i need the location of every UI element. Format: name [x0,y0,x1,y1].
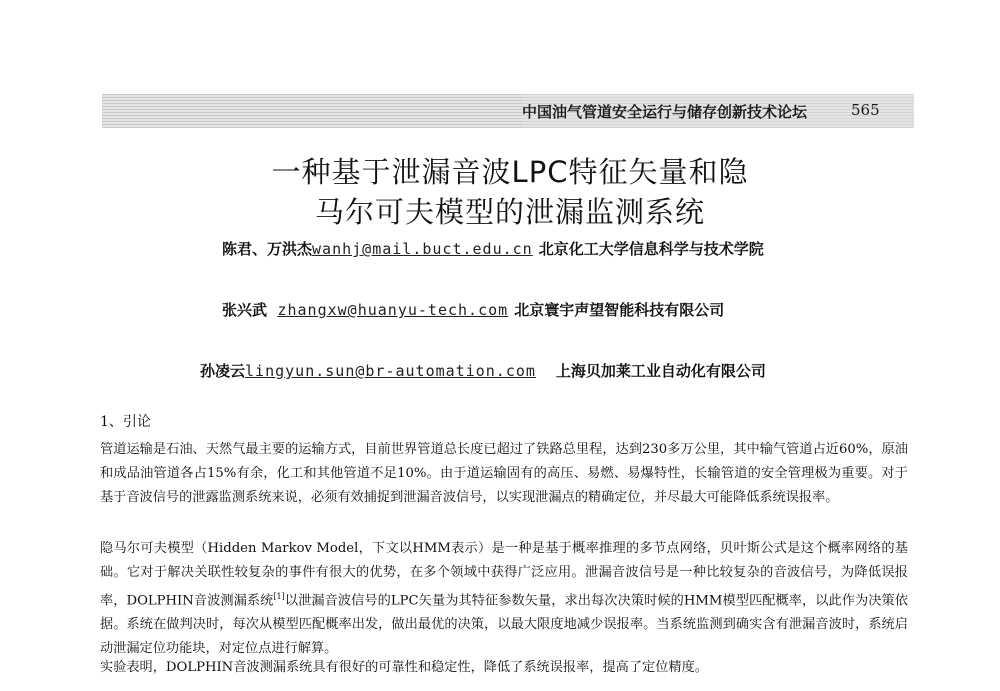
author-line-1 [222,238,764,259]
paragraph-text: 隐马尔可夫模型（Hidden Markov Model，下文以HMM表示）是一种是基于概率推理的多节点网络，贝叶斯公式是这个概率网络的基础。它对于解决关联性较复杂的事件有很大的优势，在多个领域中获得广泛应用。泄漏音波信号是一种比较复杂的音波信号，为降低误报率，DOLPHIN音波测漏系统 [100,541,908,609]
author-affiliation: 上海贝加莱工业自动化有限公司 [555,362,766,380]
journal-title: 中国油气管道安全运行与储存创新技术论坛 [522,103,808,121]
author-affiliation: 北京化工大学信息科学与技术学院 [538,240,764,258]
author-line-3 [200,360,766,381]
body-paragraph-1: 管道运输是石油、天然气最主要的运输方式，目前世界管道总长度已超过了铁路总里程，达到230多万公里，其中输气管道占近60%，原油和成品油管道各占15%有余，化工和其他管道不足10%。由于道运输固有的高压、易燃、易爆特性，长输管道的安全管理极为重要。对于基于音波信号的泄露监测系统来说，必须有效捕捉到泄漏音波信号，以实现泄漏点的精确定位，并尽最大可能降低系统误报率。 [100,442,908,505]
section-heading: 1、引论 [100,414,151,430]
paper-title-line-2: 马尔可夫模型的泄漏监测系统 [314,195,705,229]
author-names: 陈君、万洪杰 [222,240,313,258]
author-names: 孙凌云 [200,362,246,380]
page-number: 565 [851,101,880,119]
author-line-2 [222,299,724,320]
paper-title-line-1: 一种基于泄漏音波LPC特征矢量和隐 [271,155,749,189]
citation-reference: [1] [273,592,285,601]
paragraph-text: 以泄漏音波信号的LPC矢量为其特征参数矢量，求出每次决策时候的HMM模型匹配概率，以此作为决策依据。系统在做判决时，每次从模型匹配概率出发，做出最优的决策，以最大限度地减少误报率。当系统监测到确实含有泄漏音波时，系统启动泄漏定位功能块，对定位点进行解算。 [100,593,908,657]
body-paragraph-3: 实验表明，DOLPHIN音波测漏系统具有很好的可靠性和稳定性，降低了系统误报率，提高了定位精度。 [100,660,708,675]
author-names: 张兴武 [222,301,268,319]
author-affiliation: 北京寰宇声望智能科技有限公司 [514,301,725,319]
author-email-link[interactable]: lingyun.sun@br-automation.com [245,362,536,380]
body-paragraph-2 [100,537,908,661]
author-email-link[interactable]: zhangxw@huanyu-tech.com [277,301,509,319]
author-email-link[interactable]: wanhj@mail.buct.edu.cn [312,240,533,258]
